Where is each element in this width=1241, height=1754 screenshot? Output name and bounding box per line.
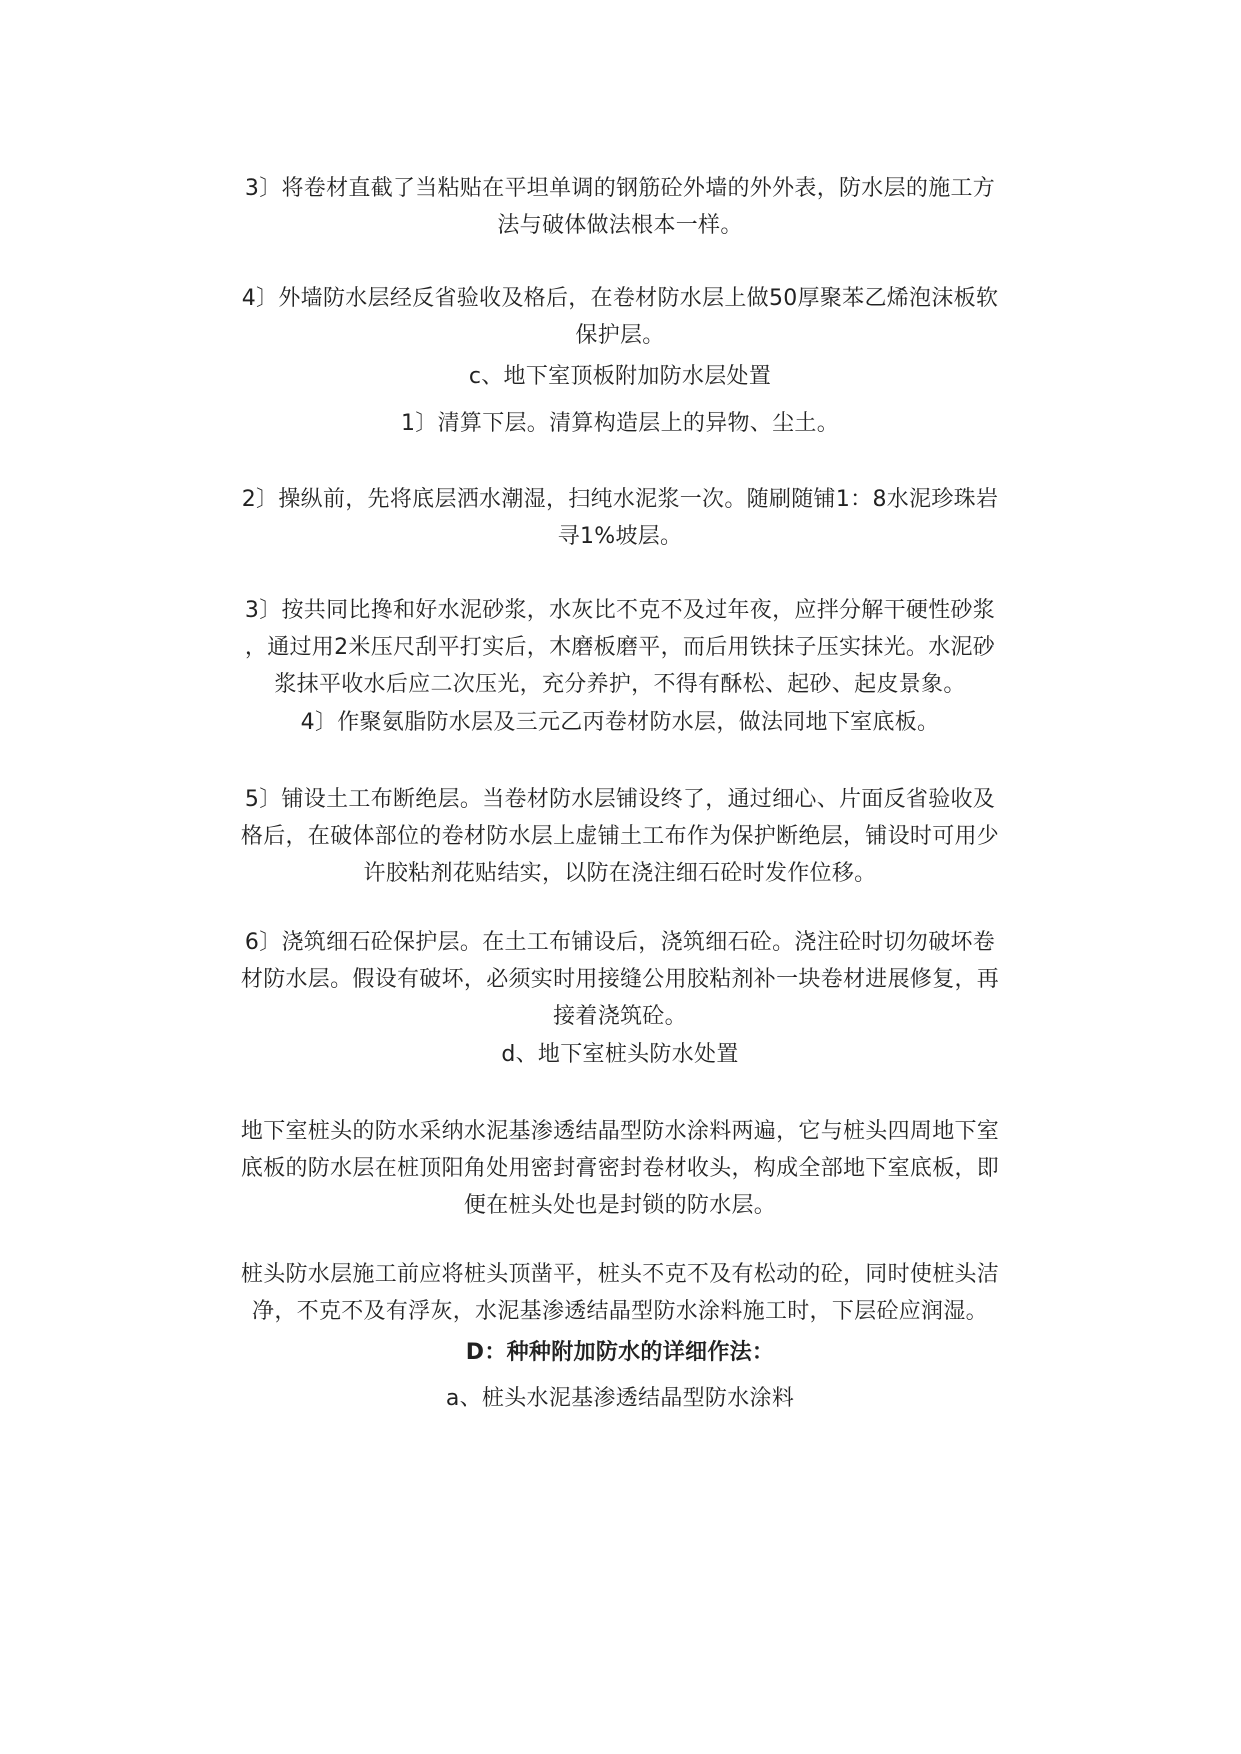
paragraph-step-6-roof (190, 924, 1050, 1035)
paragraph-step-4-wall (190, 280, 1050, 354)
text-line: 6〕浇筑细石砼保护层。在土工布铺设后，浇筑细石砼。浇注砼时切勿破坏卷 (244, 930, 996, 955)
text-line: 1〕清算下层。清算构造层上的异物、尘土。 (401, 411, 839, 436)
text-line: c、地下室顶板附加防水层处置 (468, 364, 772, 389)
paragraph-step-1-roof (190, 405, 1050, 442)
paragraph-step-2-roof (190, 481, 1050, 555)
text-line: 浆抹平收水后应二次压光，充分养护，不得有酥松、起砂、起皮景象。 (274, 672, 966, 697)
text-line: 许胶粘剂花贴结实，以防在浇注细石砼时发作位移。 (363, 861, 877, 886)
text-line: 桩头防水层施工前应将桩头顶凿平，桩头不克不及有松动的砼，同时使桩头洁 (240, 1262, 1000, 1287)
paragraph-pile-head-intro (190, 1113, 1050, 1224)
text-line: 法与破体做法根本一样。 (497, 213, 743, 238)
text-line: 3〕将卷材直截了当粘贴在平坦单调的钢筋砼外墙的外外表，防水层的施工方 (244, 176, 996, 201)
section-heading-c (190, 358, 1050, 395)
text-line: 净，不克不及有浮灰，水泥基渗透结晶型防水涂料施工时，下层砼应润湿。 (252, 1299, 988, 1324)
paragraph-step-3-roof (190, 592, 1050, 703)
text-line: 寻1%坡层。 (557, 524, 683, 549)
text-line: 5〕铺设土工布断绝层。当卷材防水层铺设终了，通过细心、片面反省验收及 (244, 787, 996, 812)
paragraph-step-4-roof (190, 704, 1050, 741)
text-line: 底板的防水层在桩顶阳角处用密封膏密封卷材收头，构成全部地下室底板，即 (240, 1156, 1000, 1181)
text-line: 4〕外墙防水层经反省验收及格后，在卷材防水层上做50厚聚苯乙烯泡沫板软 (241, 286, 999, 311)
text-line: 保护层。 (575, 323, 665, 348)
paragraph-pile-head-prep (190, 1256, 1050, 1330)
text-line: 格后，在破体部位的卷材防水层上虚铺土工布作为保护断绝层，铺设时可用少 (240, 824, 1000, 849)
section-heading-d (190, 1036, 1050, 1073)
paragraph-step-3-wall (190, 170, 1050, 244)
section-heading-D (190, 1334, 1050, 1371)
subheading-a (190, 1380, 1050, 1417)
text-line: D：种种附加防水的详细作法： (465, 1340, 775, 1365)
paragraph-step-5-roof (190, 781, 1050, 892)
text-line: ，通过用2米压尺刮平打实后，木磨板磨平，而后用铁抹子压实抹光。水泥砂 (244, 635, 996, 660)
text-line: 材防水层。假设有破坏，必须实时用接缝公用胶粘剂补一块卷材进展修复，再 (240, 967, 1000, 992)
text-line: 4〕作聚氨脂防水层及三元乙丙卷材防水层，做法同地下室底板。 (300, 710, 940, 735)
text-line: d、地下室桩头防水处置 (501, 1042, 739, 1067)
text-line: 地下室桩头的防水采纳水泥基渗透结晶型防水涂料两遍，它与桩头四周地下室 (240, 1119, 1000, 1144)
text-line: 便在桩头处也是封锁的防水层。 (463, 1193, 777, 1218)
text-line: 3〕按共同比搀和好水泥砂浆，水灰比不克不及过年夜，应拌分解干硬性砂浆 (244, 598, 996, 623)
text-line: 2〕操纵前，先将底层洒水潮湿，扫纯水泥浆一次。随刷随铺1：8水泥珍珠岩 (241, 487, 999, 512)
text-line: 接着浇筑砼。 (553, 1004, 687, 1029)
text-line: a、桩头水泥基渗透结晶型防水涂料 (445, 1386, 795, 1411)
